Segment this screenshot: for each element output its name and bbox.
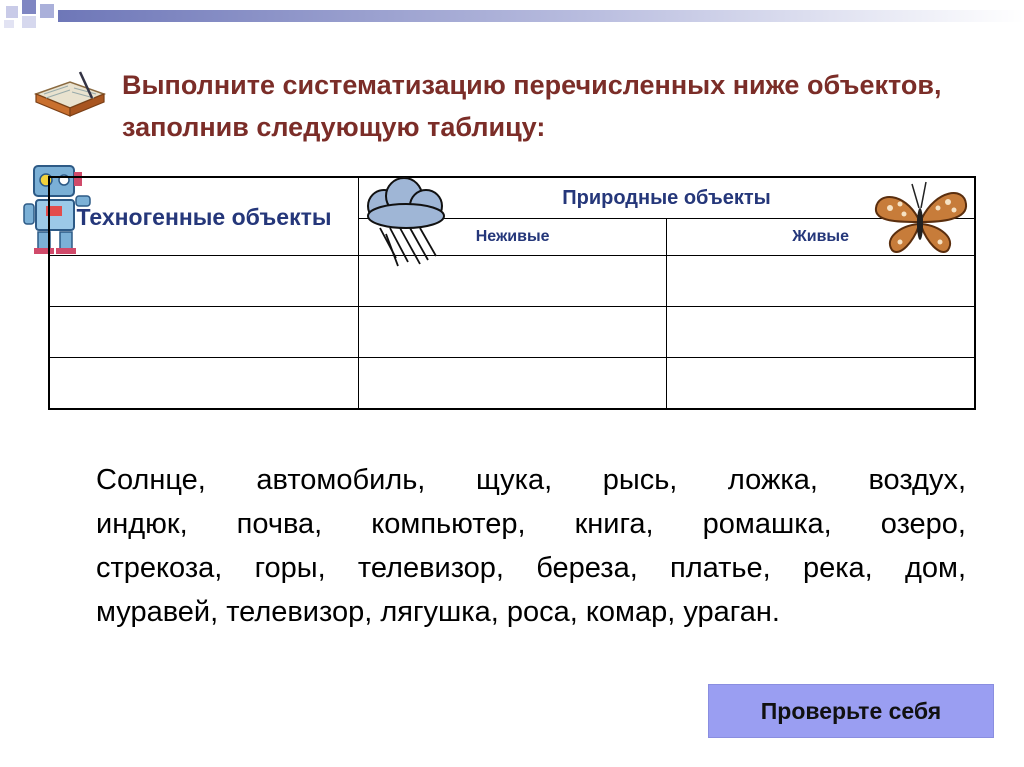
header-technogenic: Техногенные объекты	[49, 177, 359, 256]
table-row	[49, 307, 975, 358]
table-cell[interactable]	[667, 256, 975, 307]
table-cell[interactable]	[359, 307, 667, 358]
objects-list	[96, 458, 966, 634]
table-cell[interactable]	[49, 307, 359, 358]
objects-line: муравей, телевизор, лягушка, роса, комар, ураган.	[96, 596, 780, 628]
storm-cloud-icon	[362, 176, 450, 268]
table-cell[interactable]	[667, 358, 975, 410]
header-natural: Природные объекты	[359, 177, 976, 219]
decorative-header-bar	[0, 0, 1024, 30]
table-cell[interactable]	[49, 358, 359, 410]
header-living: Живые	[667, 219, 975, 256]
table-cell[interactable]	[359, 358, 667, 410]
check-yourself-button[interactable]: Проверьте себя	[708, 684, 994, 738]
header-nonliving: Неживые	[359, 219, 667, 256]
objects-line: индюк, почва, компьютер, книга, ромашка, озеро,	[96, 508, 966, 540]
butterfly-icon	[870, 178, 970, 258]
objects-line: стрекоза, горы, телевизор, береза, платье, река, дом,	[96, 552, 966, 584]
slide-title: Выполните систематизацию перечисленных ниже объектов, заполнив следующую таблицу:	[122, 70, 942, 142]
objects-line: Солнце, автомобиль, щука, рысь, ложка, воздух,	[96, 464, 966, 496]
classification-table	[48, 176, 976, 410]
table-row	[49, 358, 975, 410]
table-cell[interactable]	[49, 256, 359, 307]
table-row	[49, 256, 975, 307]
table-cell[interactable]	[667, 307, 975, 358]
book-icon	[30, 64, 110, 124]
